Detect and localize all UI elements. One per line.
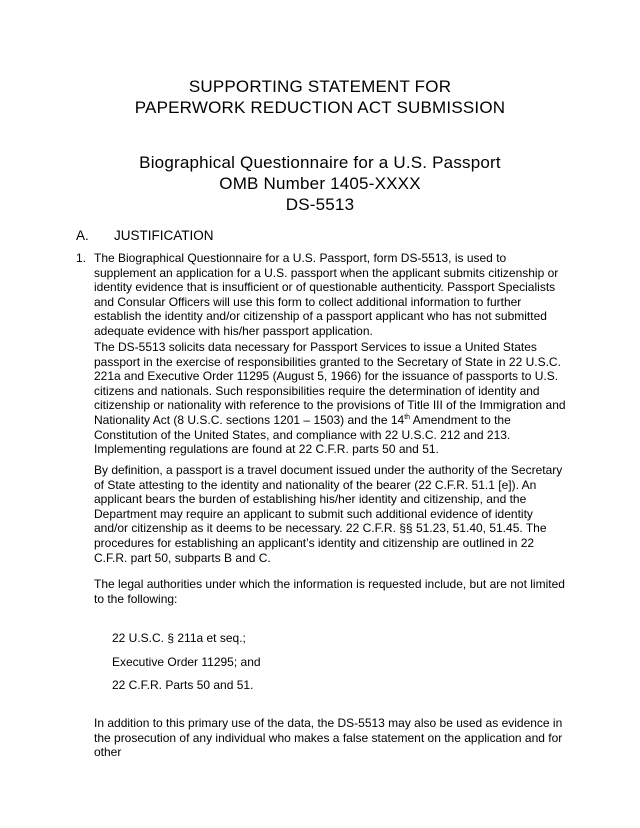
list-item: 22 C.F.R. Parts 50 and 51. (112, 678, 254, 692)
paragraph-purpose: The Biographical Questionnaire for a U.S. Passport, form DS-5513, is used to supplement an application for a U.S. passport when the applicant submits citizenship or identity evidence that is insufficient or of questionable authenticity. Passport Specialists and Consular Officers will use this form to collect additional information to further establish the identity and/or citizenship of a passport applicant who has not submitted adequate evidence with his/her passport application. (94, 251, 559, 338)
authority-text-a: The DS-5513 solicits data necessary for Passport Services to issue a United States passport in the exercise of responsibilities granted to the Secretary of State in 22 U.S.C. 221a and Executive Order 11295 (August 5, 1966) for the issuance of passports to U.S. citizens and nationals. Such responsibilities require the determination of identity and citizenship or nationality with reference to the provisions of Title III of the Immigration and Nationality Act (8 U.S.C. sections 1201 – 1503) and the 14 (94, 340, 566, 427)
ordinal-superscript: th (404, 413, 411, 421)
paragraph-legal-authorities: The legal authorities under which the information is requested include, but are not limited to the following: (94, 577, 565, 606)
section-title: JUSTIFICATION (114, 228, 214, 243)
title-line-1: SUPPORTING STATEMENT FOR (188, 77, 452, 96)
paragraph-definition: By definition, a passport is a travel document issued under the authority of the Secretary of State attesting to the identity and nationality of the bearer (22 C.F.R. 51.1 [e]). An applicant bears the burden of establishing his/her identity and citizenship, and the Department may require an applicant to submit such additional evidence of identity and/or citizenship as it deems to be necessary. 22 C.F.R. §§ 51.23, 51.40, 51.45. The procedures for establishing an applicant’s identity and citizenship are outlined in 22 C.F.R. part 50, subparts B and C. (94, 463, 563, 565)
omb-number: OMB Number 1405-XXXX (219, 174, 421, 193)
paragraph-additional-use: In addition to this primary use of the data, the DS-5513 may also be used as evidence in the prosecution of any individual who makes a false statement on the application and for other (94, 716, 563, 760)
title-line-2: PAPERWORK REDUCTION ACT SUBMISSION (134, 98, 506, 117)
section-heading (76, 227, 214, 245)
list-item: 22 U.S.C. § 211a et seq.; (112, 631, 246, 645)
list-item: Executive Order 11295; and (112, 654, 261, 669)
item-number: 1. (76, 251, 87, 265)
form-name: Biographical Questionnaire for a U.S. Passport (139, 153, 501, 172)
authorities-list (112, 631, 261, 702)
form-number: DS-5513 (285, 195, 355, 214)
authority-text-b: Amendment to the Constitution of the United States, and compliance with 22 U.S.C. 212 and 213. Implementing regulations are found at 22 C.F.R. parts 50 and 51. (94, 412, 511, 457)
form-title-block (0, 152, 640, 215)
paragraph-authority (94, 340, 570, 457)
section-letter: A. (76, 228, 89, 243)
document-title (0, 76, 640, 118)
